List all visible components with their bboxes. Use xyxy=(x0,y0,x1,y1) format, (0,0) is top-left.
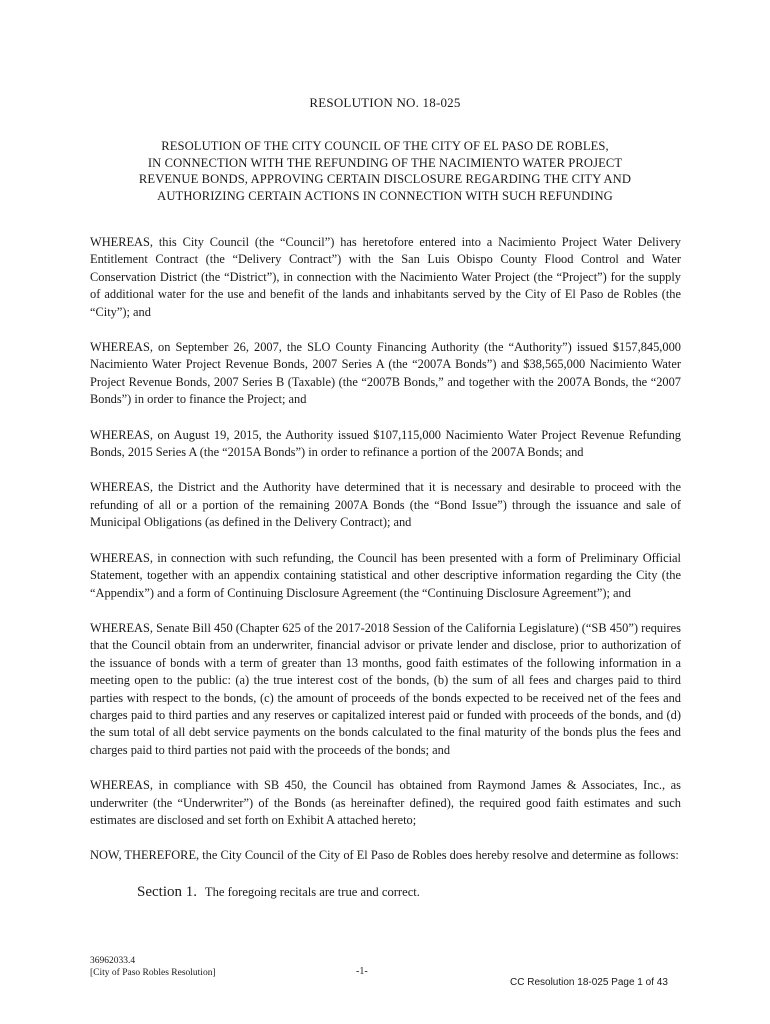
footer-page-stamp: CC Resolution 18-025 Page 1 of 43 xyxy=(510,977,668,988)
whereas-paragraph-2007-bonds: WHEREAS, on September 26, 2007, the SLO County Financing Authority (the “Authority”) issued $157,845,000 Nacimiento Water Project Revenue Bonds, 2007 Series A (the “2007A Bonds”) and $38,565,000 Nacimiento Water Project Revenue Bonds, 2007 Series B (Taxable) (the “2007B Bonds,” and together with the 2007A Bonds, the “2007 Bonds”) in order to finance the Project; and xyxy=(90,340,681,407)
whereas-paragraph-bond-issue: WHEREAS, the District and the Authority have determined that it is necessary and desirable to proceed with the refunding of all or a portion of the remaining 2007A Bonds (the “Bond Issue”) through the issuance and sale of Municipal Obligations (as defined in the Delivery Contract); and xyxy=(90,480,681,530)
section-1-text: The foregoing recitals are true and correct. xyxy=(204,885,420,899)
whereas-paragraph-official-statement: WHEREAS, in connection with such refunding, the Council has been presented with a form of Preliminary Official Statement, together with an appendix containing statistical and other descriptive information regarding the City (the “Appendix”) and a form of Continuing Disclosure Agreement (the “Continuing Disclosure Agreement”); and xyxy=(90,550,681,600)
title-line-3: REVENUE BONDS, APPROVING CERTAIN DISCLOSURE REGARDING THE CITY AND xyxy=(138,172,632,186)
title-line-1: RESOLUTION OF THE CITY COUNCIL OF THE CITY OF EL PASO DE ROBLES, xyxy=(161,139,609,153)
footer-doc-number: 36962033.4 xyxy=(90,956,136,966)
resolution-body xyxy=(90,234,681,883)
now-therefore-paragraph: NOW, THEREFORE, the City Council of the City of El Paso de Robles does hereby resolve and determine as follows: xyxy=(90,848,679,863)
section-1-heading: Section 1. xyxy=(137,884,197,900)
whereas-paragraph-delivery-contract: WHEREAS, this City Council (the “Council”) has heretofore entered into a Nacimiento Project Water Delivery Entitlement Contract (the “Delivery Contract”) with the San Luis Obispo County Flood Control and Water Conservation District (the “District”), in connection with the Nacimiento Water Project (the “Project”) for the supply of additional water for the use and benefit of the lands and inhabitants served by the City of El Paso de Robles (the “City”); and xyxy=(90,235,681,319)
whereas-paragraph-2015a-bonds: WHEREAS, on August 19, 2015, the Authority issued $107,115,000 Nacimiento Water Project Revenue Refunding Bonds, 2015 Series A (the “2015A Bonds”) in order to refinance a portion of the 2007A Bonds; and xyxy=(90,427,681,460)
title-line-4: AUTHORIZING CERTAIN ACTIONS IN CONNECTION WITH SUCH REFUNDING xyxy=(157,188,613,203)
resolution-title xyxy=(95,138,675,204)
footer-doc-label: [City of Paso Robles Resolution] xyxy=(90,968,216,978)
title-line-2: IN CONNECTION WITH THE REFUNDING OF THE NACIMIENTO WATER PROJECT xyxy=(147,155,623,170)
footer-page-marker: -1- xyxy=(356,966,368,977)
whereas-paragraph-underwriter: WHEREAS, in compliance with SB 450, the Council has obtained from Raymond James & Associates, Inc., as underwriter (the “Underwriter”) of the Bonds (as hereinafter defined), the required good faith estimates and such estimates are disclosed and set forth on Exhibit A attached hereto; xyxy=(90,778,681,827)
section-1 xyxy=(137,884,697,901)
resolution-number: RESOLUTION NO. 18-025 xyxy=(309,95,461,110)
whereas-paragraph-sb450: WHEREAS, Senate Bill 450 (Chapter 625 of the 2017-2018 Session of the California Legislature) (“SB 450”) requires that the Council obtain from an underwriter, financial advisor or private lender and disclose, prior to authorization of the issuance of bonds with a term of greater than 13 months, good faith estimates of the following information in a meeting open to the public: (a) the true interest cost of the bonds, (b) the sum of all fees and charges paid to third parties with respect to the bonds, (c) the amount of proceeds of the bonds expected to be received net of the fees and charges paid to third parties and any reserves or capitalized interest paid or funded with proceeds of the bonds, and (d) the sum total of all debt service payments on the bonds calculated to the final maturity of the bonds plus the fees and charges paid to third parties not paid with the proceeds of the bonds; and xyxy=(90,620,681,757)
footer-document-id xyxy=(90,955,216,979)
